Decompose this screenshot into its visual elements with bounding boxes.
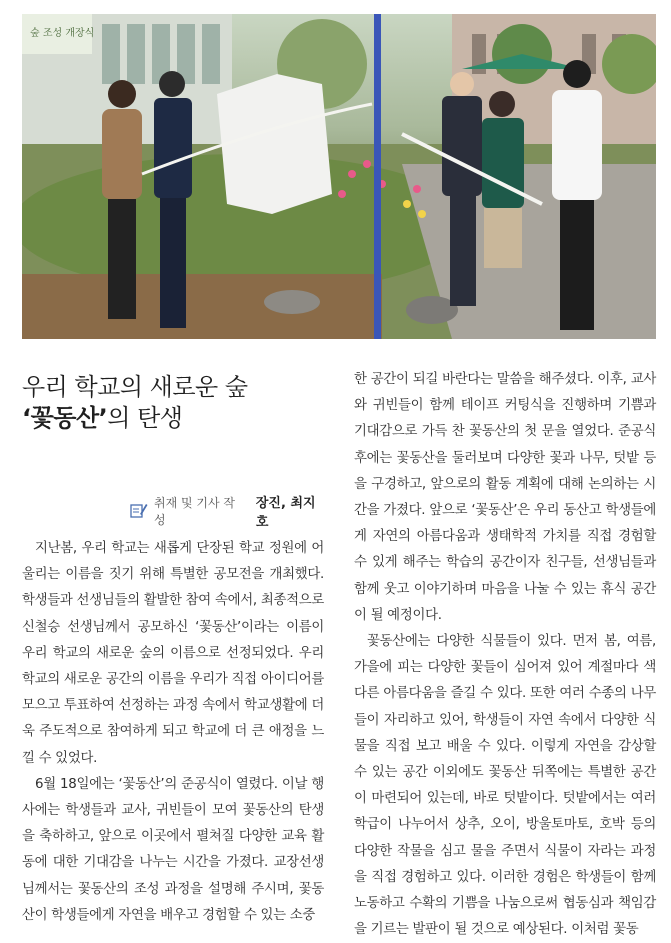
paragraph: 지난봄, 우리 학교는 새롭게 단장된 학교 정원에 어울리는 이름을 짓기 위해 특별한 공모전을 개최했다. 학생들과 선생님들의 활발한 참여 속에서, 최종적으로 신철승 선생님께서 공모하신 ‘꽃동산’이라는 이름이 우리 학교의 새로운 숲의 이름으로 선정되었다. 우리 학교의 새로운 공간의 이름을 우리가 직접 아이디어를 모으고 투표하여 선정하는 과정 속에서 학교생활에 더욱 주도적으로 참여하게 되고 학교에 더 큰 애정을 느낄 수 있었다. (22, 541, 324, 766)
byline-label: 취재 및 기사 작성 (154, 496, 235, 527)
banner-text: 숲 조성 개장식 (30, 28, 95, 39)
title-highlight: ‘꽃동산’ (22, 404, 108, 432)
paragraph: 한 공간이 되길 바란다는 말씀을 해주셨다. 이후, 교사와 귀빈들이 함께 테이프 커팅식을 진행하며 기쁨과 기대감으로 가득 찬 꽃동산의 첫 문을 열었다. 준공식 후에는 꽃동산을 둘러보며 다양한 꽃과 나무, 텃밭 등을 구경하고, 앞으로의 활동 계획에 대해 논의하는 시간을 가졌다. 앞으로 ‘꽃동산’은 우리 동산고 학생들에게 자연의 아름다움과 생태학적 가치를 직접 경험할 수 있게 해주는 학습의 공간이자 친구들, 선생님들과 함께 웃고 이야기하며 마음을 나눌 수 있는 휴식 공간이 될 예정이다. (354, 372, 656, 623)
ceremony-photo-illustration (22, 14, 656, 339)
article-title (22, 372, 324, 434)
paragraph: 6월 18일에는 ‘꽃동산’의 준공식이 열렸다. 이날 행사에는 학생들과 교사, 귀빈들이 모여 꽃동산의 탄생을 축하하고, 앞으로 이곳에서 펼쳐질 다양한 교육 활동에 대한 기대감을 나누는 시간을 가졌다. 교장선생님께서는 꽃동산의 조성 과정을 설명해 주시며, 꽃동산이 학생들에게 자연을 배우고 경험할 수 있는 소중 (22, 776, 324, 923)
left-column-text (22, 536, 324, 929)
byline-names: 장진, 최지호 (255, 496, 316, 530)
title-line-2 (22, 403, 324, 434)
title-line-1: 우리 학교의 새로운 숲 (22, 373, 248, 401)
paragraph: 꽃동산에는 다양한 식물들이 있다. 먼저 봄, 여름, 가을에 피는 다양한 꽃들이 심어져 있어 계절마다 색다른 아름다움을 즐길 수 있다. 또한 여러 수종의 나무들이 자리하고 있어, 학생들이 자연 속에서 다양한 식물을 직접 보고 배울 수 있다. 이렇게 자연을 감상할 수 있는 공간 이외에도 꽃동산 뒤쪽에는 특별한 공간이 마련되어 있는데, 바로 텃밭이다. 텃밭에서는 여러 학급이 나누어서 상추, 오이, 방울토마토, 호박 등의 다양한 작물을 심고 물을 주면서 식물이 자라는 과정을 직접 경험하고 있다. 이러한 경험은 학생들이 함께 노동하고 수확의 기쁨을 나눔으로써 협동심과 책임감을 기르는 발판이 될 것으로 예상된다. 이처럼 꽃동 (354, 634, 656, 938)
right-column-text (354, 367, 656, 943)
ceremony-photo (22, 14, 656, 339)
pencil-note-icon (130, 502, 148, 521)
title-rest: 의 탄생 (107, 404, 183, 432)
byline (130, 496, 326, 530)
